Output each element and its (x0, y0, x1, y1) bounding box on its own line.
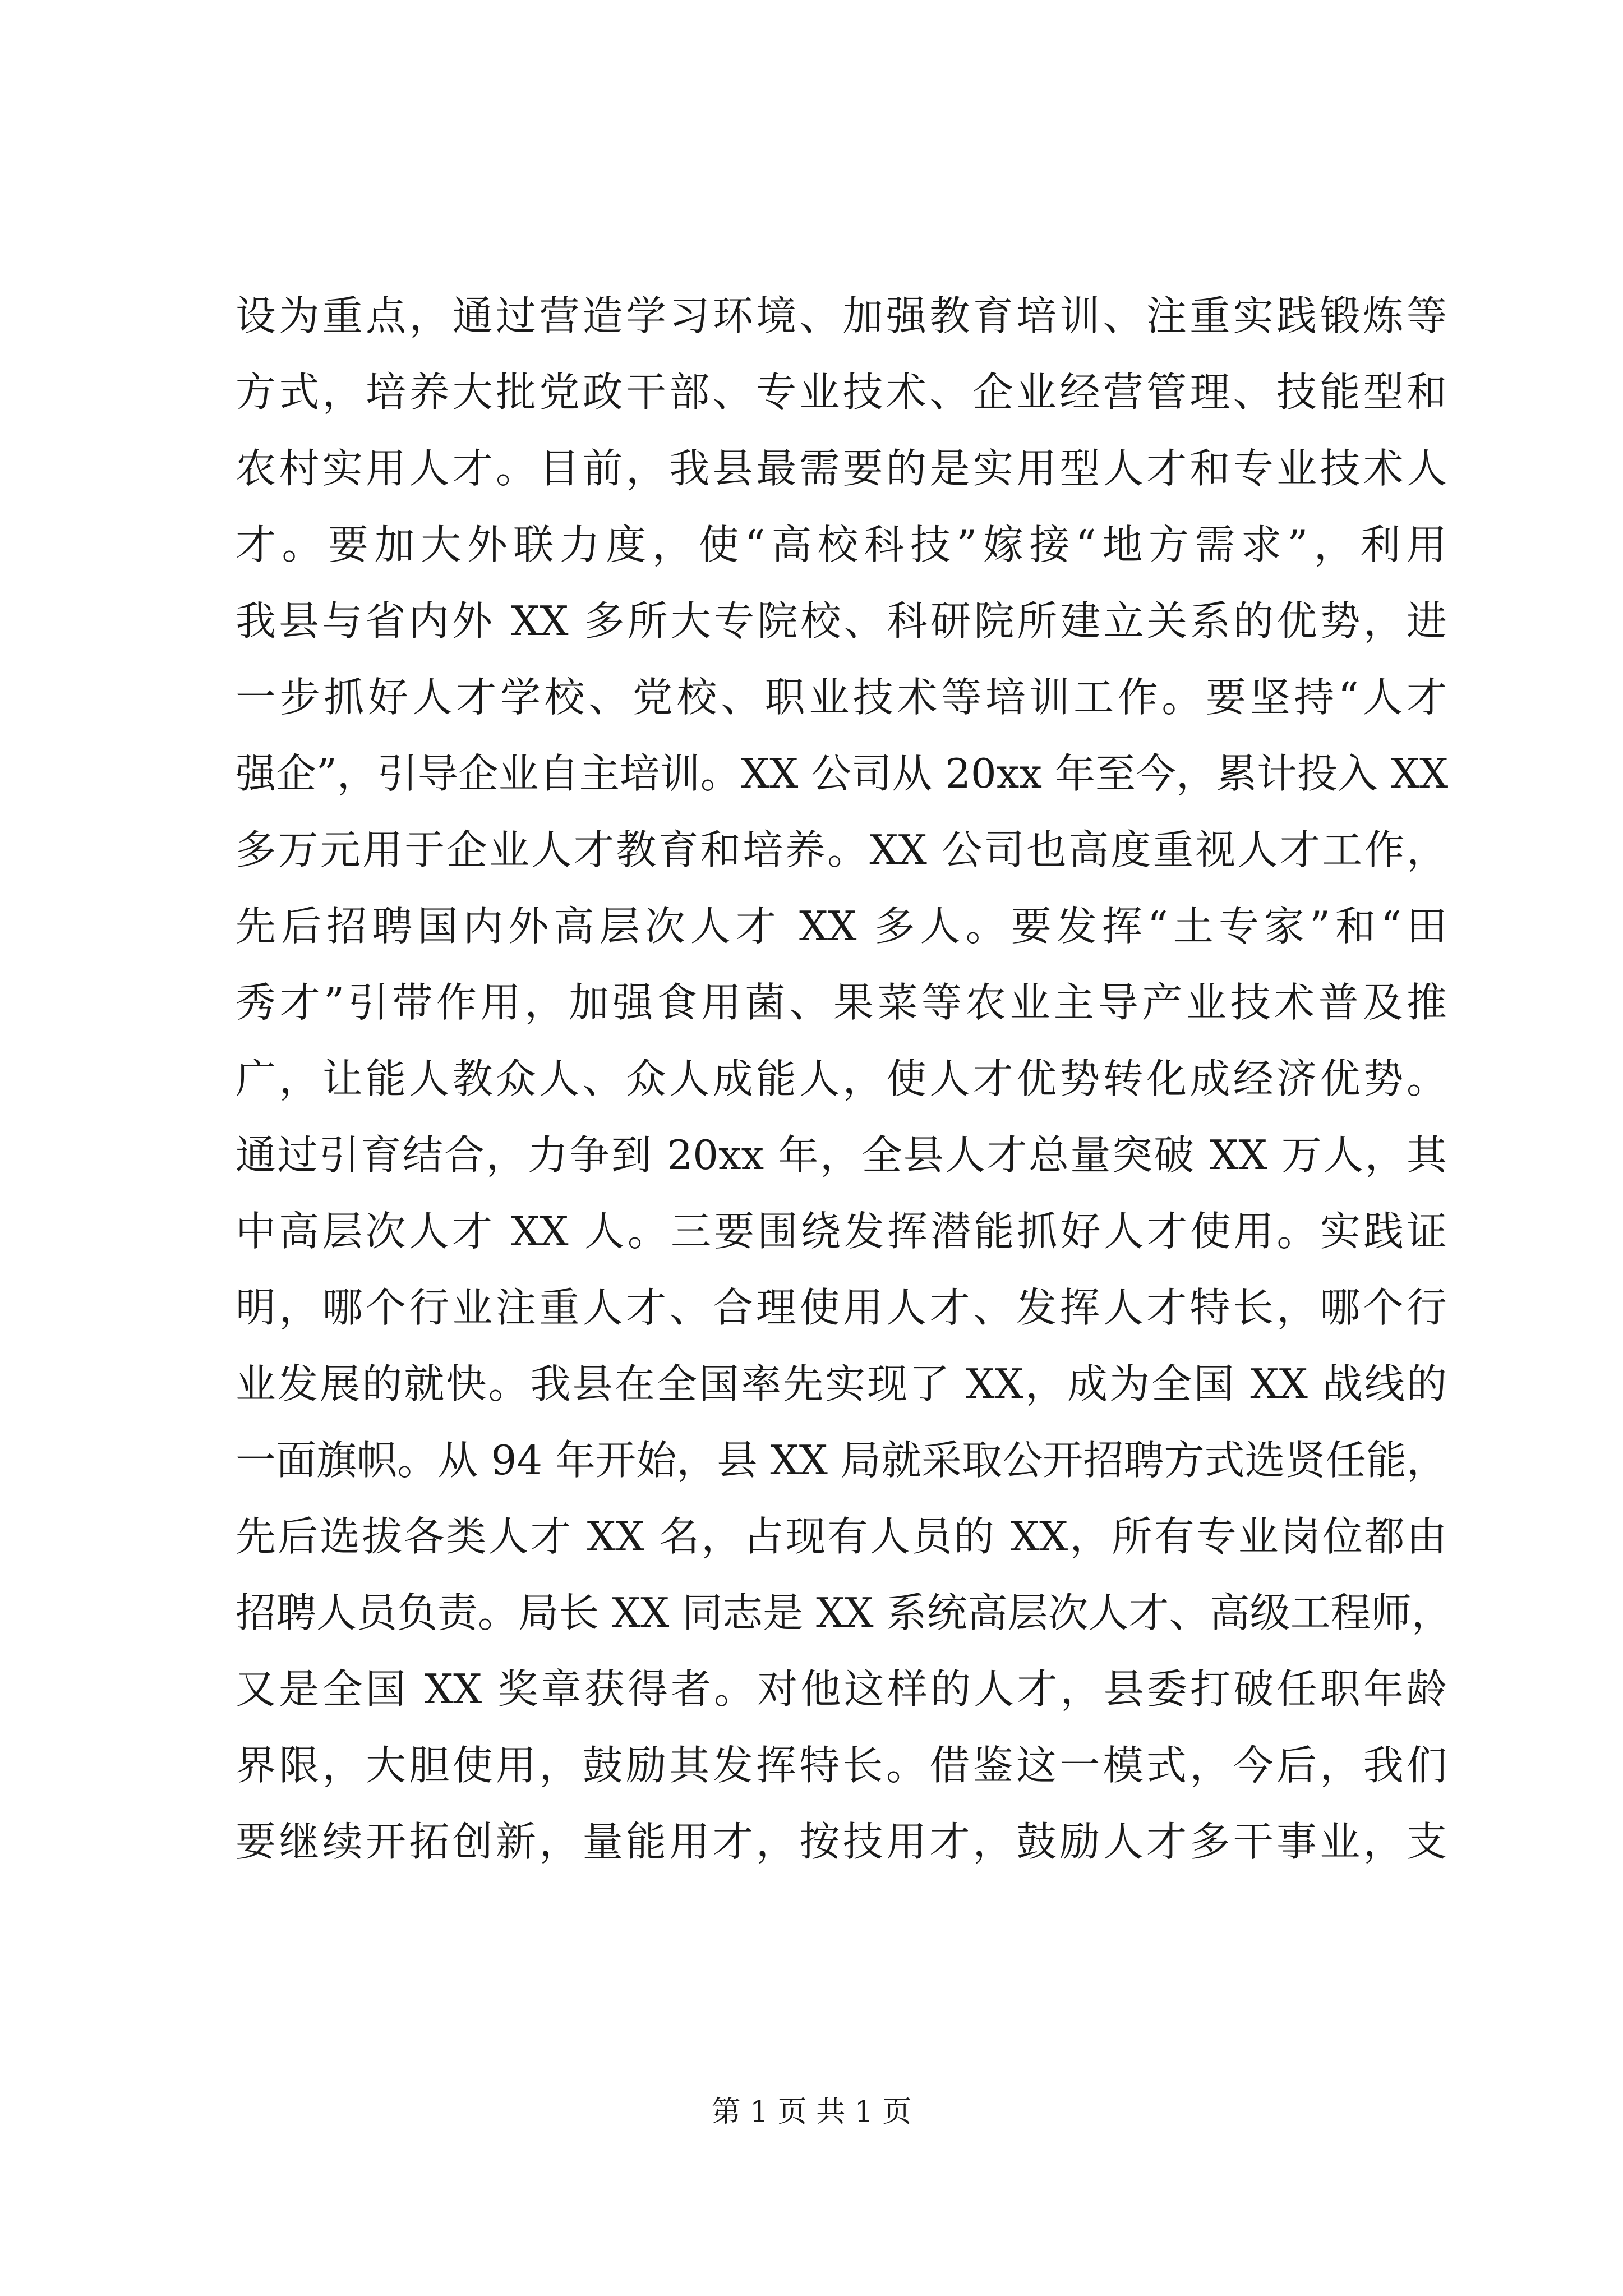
text-line: 界限，大胆使用，鼓励其发挥特长。借鉴这一模式，今后，我们 (236, 1742, 1447, 1789)
text-line: 我县与省内外 XX 多所大专院校、科研院所建立关系的优势，进 (236, 597, 1447, 645)
text-line: 招聘人员负责。局长 XX 同志是 XX 系统高层次人才、高级工程师， (236, 1589, 1452, 1636)
text-line: 一步抓好人才学校、党校、职业技术等培训工作。要坚持“人才 (236, 674, 1447, 721)
text-line: 要继续开拓创新，量能用才，按技用才，鼓励人才多干事业，支 (236, 1818, 1447, 1865)
text-line: 业发展的就快。我县在全国率先实现了 XX，成为全国 XX 战线的 (236, 1360, 1447, 1407)
page-footer (0, 2092, 1623, 2132)
text-line: 设为重点，通过营造学习环境、加强教育培训、注重实践锻炼等 (236, 292, 1447, 339)
text-line: 明，哪个行业注重人才、合理使用人才、发挥人才特长，哪个行 (236, 1284, 1447, 1331)
text-line: 中高层次人才 XX 人。三要围绕发挥潜能抓好人才使用。实践证 (236, 1208, 1447, 1255)
text-line: 一面旗帜。从 94 年开始，县 XX 局就采取公开招聘方式选贤任能， (236, 1437, 1447, 1484)
page-number-label: 第 1 页 共 1 页 (711, 2095, 912, 2129)
text-line: 先后招聘国内外高层次人才 XX 多人。要发挥“土专家”和“田 (236, 903, 1447, 950)
text-line: 才。要加大外联力度，使“高校科技”嫁接“地方需求”，利用 (236, 521, 1447, 568)
text-line: 强企”，引导企业自主培训。XX 公司从 20xx 年至今，累计投入 XX (236, 750, 1449, 797)
text-line: 先后选拔各类人才 XX 名，占现有人员的 XX，所有专业岗位都由 (236, 1513, 1447, 1560)
text-line: 秀才”引带作用，加强食用菌、果菜等农业主导产业技术普及推 (236, 979, 1447, 1026)
text-line: 广，让能人教众人、众人成能人，使人才优势转化成经济优势。 (236, 1055, 1447, 1102)
text-line: 方式，培养大批党政干部、专业技术、企业经营管理、技能型和 (236, 369, 1447, 416)
text-line: 通过引育结合，力争到 20xx 年，全县人才总量突破 XX 万人，其 (236, 1131, 1447, 1179)
text-line: 农村实用人才。目前，我县最需要的是实用型人才和专业技术人 (236, 445, 1447, 492)
text-line: 多万元用于企业人才教育和培养。XX 公司也高度重视人才工作， (236, 826, 1447, 873)
body-paragraph (236, 278, 1452, 1880)
text-line: 又是全国 XX 奖章获得者。对他这样的人才，县委打破任职年龄 (236, 1665, 1447, 1713)
